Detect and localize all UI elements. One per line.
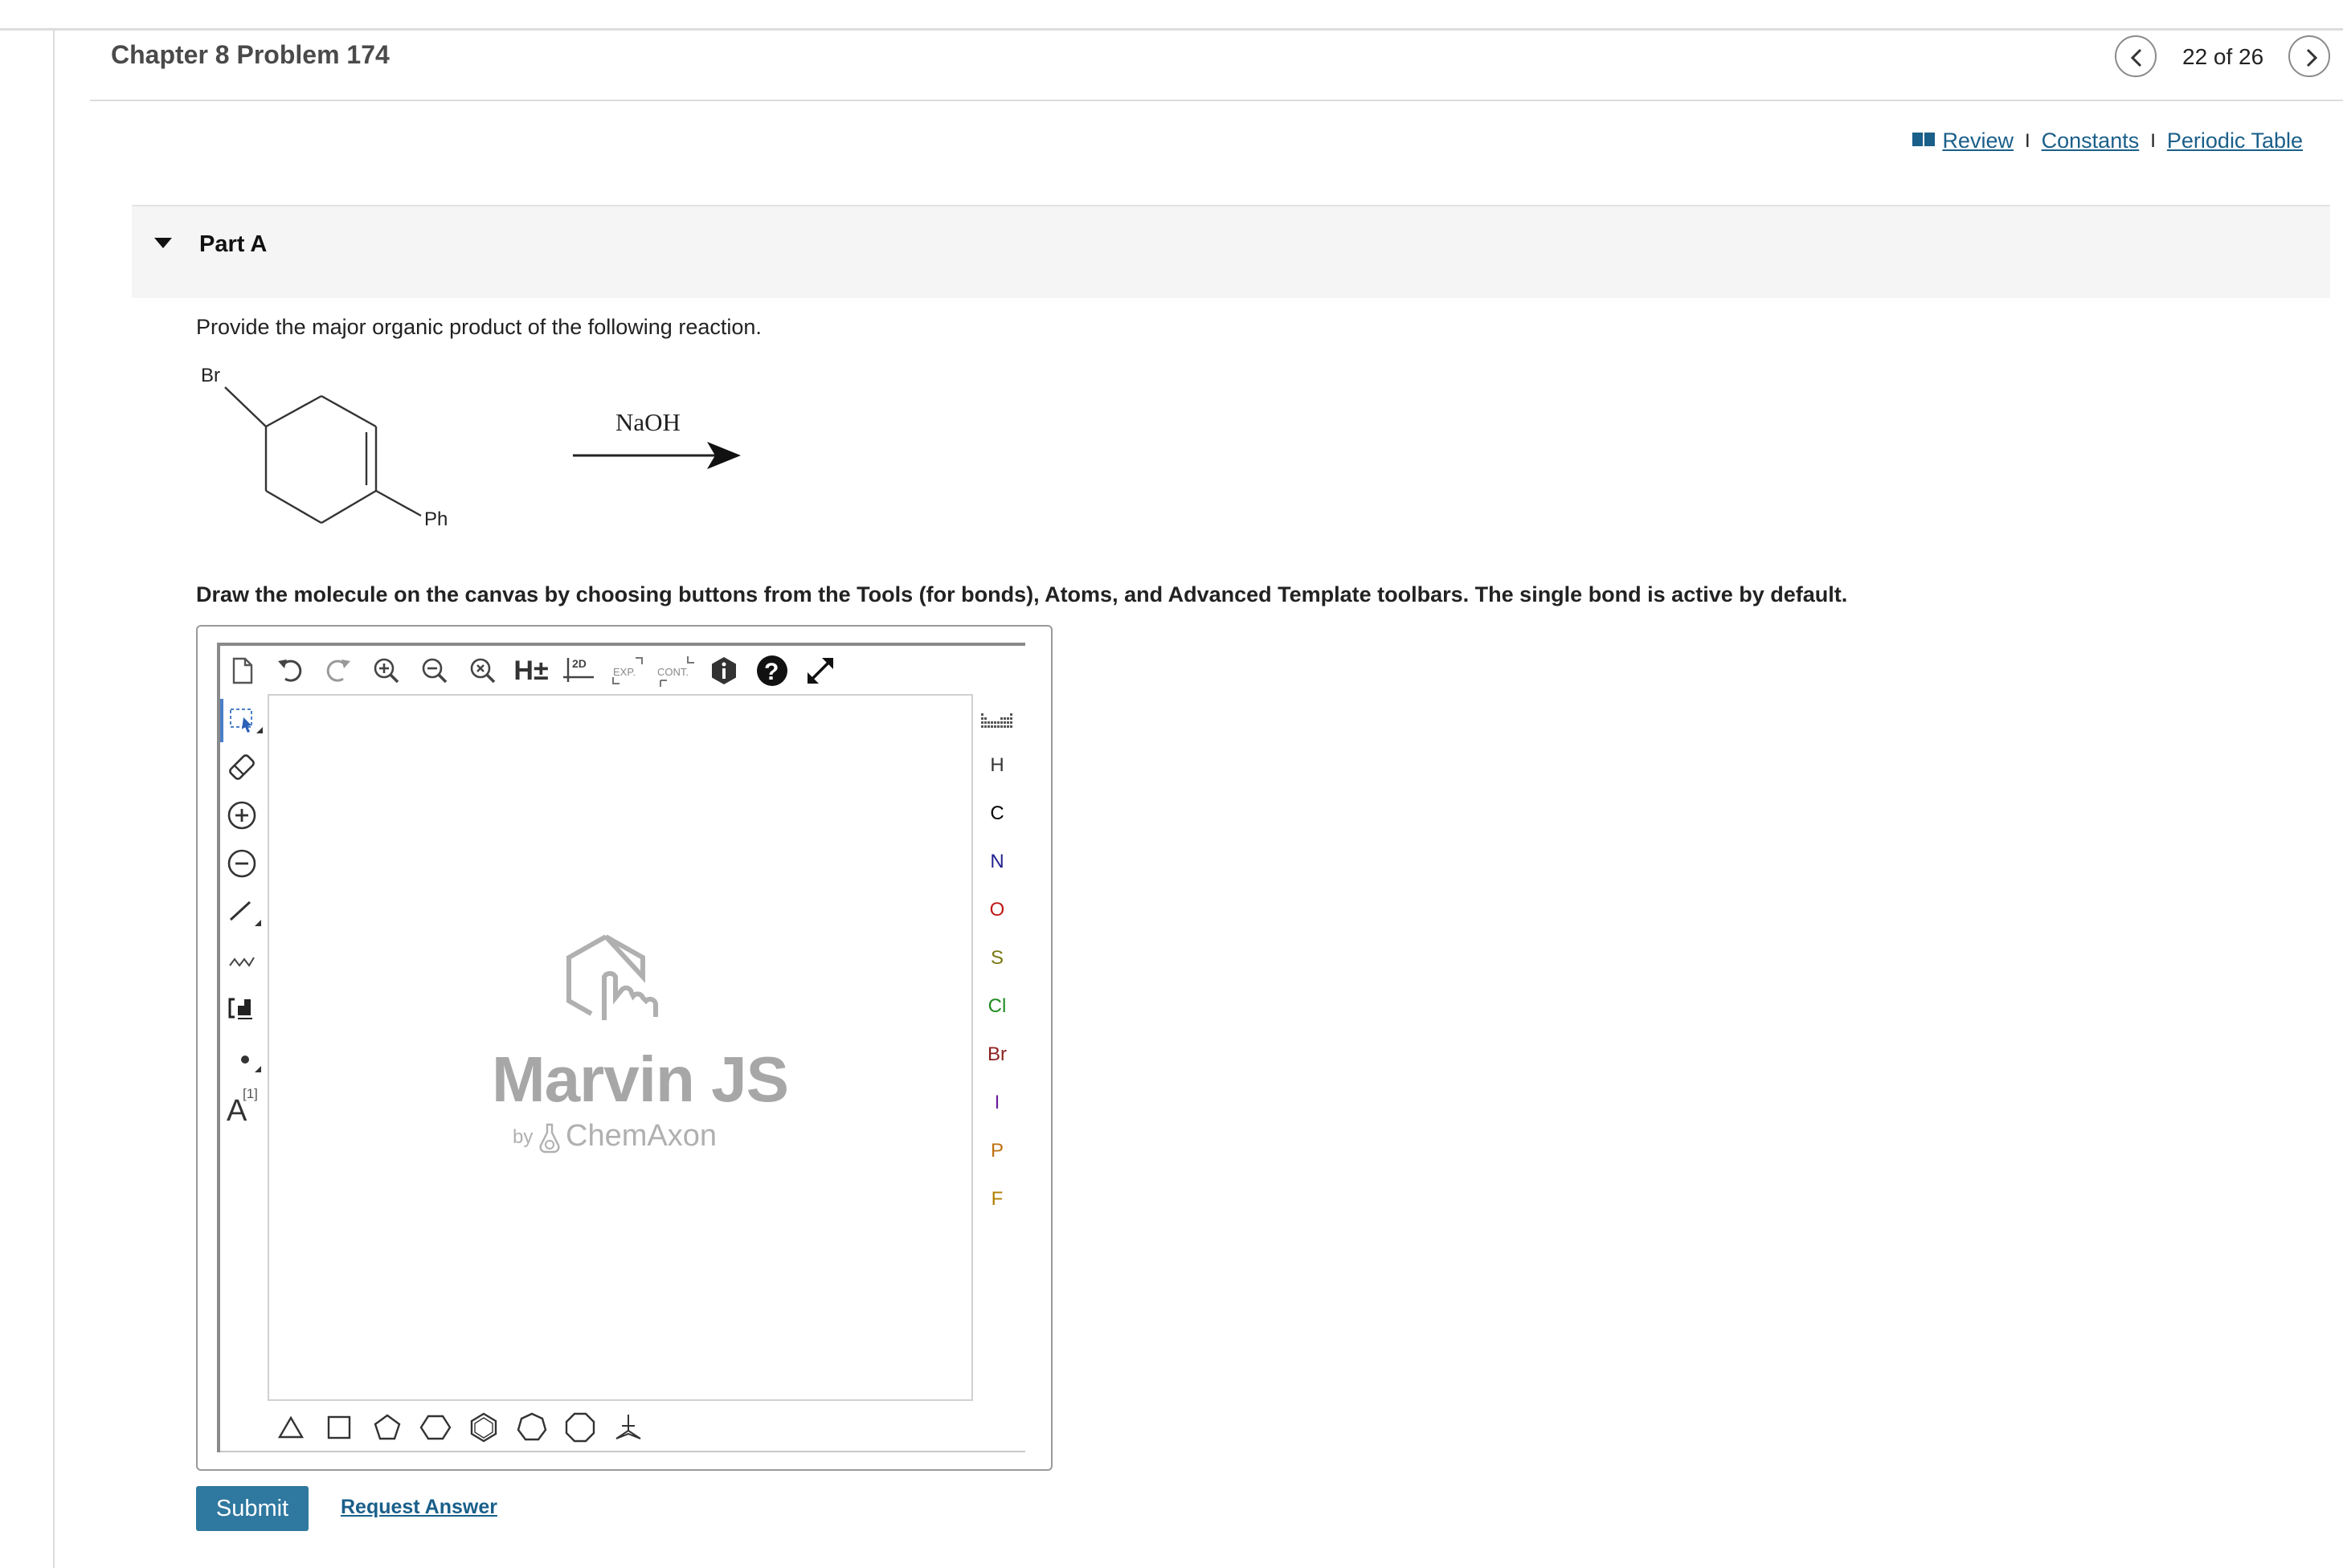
atom-c-button[interactable] (977, 794, 1017, 834)
info-icon[interactable] (704, 651, 744, 691)
text-tool-superscript: [1] (243, 1086, 258, 1101)
atom-p-button[interactable] (977, 1131, 1017, 1171)
link-separator: I (2024, 129, 2030, 152)
left-rail (53, 28, 55, 1568)
positive-charge-icon[interactable] (220, 794, 264, 837)
bracket-tool[interactable] (220, 986, 264, 1030)
new-document-icon[interactable] (222, 651, 262, 691)
constants-link[interactable]: Constants (2041, 129, 2140, 153)
redo-icon[interactable] (318, 651, 358, 691)
atom-s-label: S (990, 947, 1004, 969)
octagon-template-icon[interactable] (560, 1407, 600, 1448)
atom-o-label: O (989, 899, 1005, 921)
clean-2d-button[interactable] (559, 651, 599, 691)
atom-f-label: F (991, 1188, 1004, 1210)
question-prompt: Provide the major organic product of the following reaction. (196, 315, 762, 339)
next-button[interactable] (2288, 35, 2330, 77)
marvin-watermark-title: Marvin JS (492, 1043, 788, 1115)
marvin-watermark-by: by (513, 1126, 534, 1148)
resource-links (1912, 129, 2303, 153)
editor-top-edge (217, 643, 1025, 646)
clean-2d-label: 2D (572, 657, 587, 670)
eraser-icon[interactable] (220, 745, 264, 789)
atom-n-button[interactable] (977, 842, 1017, 882)
atom-br-button[interactable] (977, 1035, 1017, 1075)
chain-tool[interactable] (220, 938, 264, 982)
submit-button[interactable]: Submit (196, 1486, 309, 1531)
zoom-out-icon[interactable] (415, 651, 455, 691)
atom-h-label: H (990, 754, 1004, 776)
chair-template-icon[interactable] (608, 1407, 648, 1448)
atom-s-button[interactable] (977, 938, 1017, 978)
flask-icon (537, 1121, 562, 1154)
atom-n-label: N (990, 851, 1004, 872)
br-label: Br (201, 365, 220, 386)
electron-dot-tool[interactable] (220, 1036, 264, 1080)
expand-button[interactable] (607, 651, 648, 691)
contract-label: CONT. (657, 666, 689, 678)
atom-cl-label: Cl (987, 995, 1007, 1017)
text-tool[interactable] (220, 1084, 264, 1128)
zoom-reset-icon[interactable] (463, 651, 503, 691)
link-separator: I (2150, 129, 2156, 152)
expand-label: EXP. (613, 666, 636, 678)
select-tool[interactable] (220, 699, 264, 742)
chevron-right-icon (2290, 37, 2332, 79)
part-a-header[interactable] (132, 205, 2330, 298)
atom-h-button[interactable] (977, 745, 1017, 786)
hydrogens-button[interactable]: H± (513, 655, 549, 686)
chevron-left-icon (2116, 37, 2158, 79)
atom-i-label: I (994, 1092, 1000, 1113)
periodic-table-icon[interactable] (977, 700, 1017, 741)
draw-instructions: Draw the molecule on the canvas by choosing buttons from the Tools (for bonds), Atoms, and Advanced Template toolbars. The single bond is active by default. (196, 582, 1848, 606)
reagent-label: NaOH (615, 408, 681, 436)
atom-cl-button[interactable] (977, 986, 1017, 1027)
atom-i-button[interactable] (977, 1083, 1017, 1123)
svg-text:?: ? (764, 659, 779, 685)
request-answer-link[interactable]: Request Answer (341, 1496, 497, 1518)
caret-down-icon[interactable] (154, 238, 172, 248)
square-template-icon[interactable] (319, 1407, 359, 1448)
atom-f-button[interactable] (977, 1179, 1017, 1219)
book-icon (1912, 129, 1936, 153)
text-tool-label: A (227, 1094, 247, 1128)
periodic-table-link[interactable]: Periodic Table (2166, 129, 2303, 153)
part-label: Part A (199, 231, 268, 257)
help-icon[interactable] (752, 651, 792, 691)
undo-icon[interactable] (270, 651, 310, 691)
atom-c-label: C (990, 802, 1004, 824)
pentagon-template-icon[interactable] (367, 1407, 407, 1448)
single-bond-tool[interactable] (220, 890, 264, 933)
problem-counter: 22 of 26 (2182, 44, 2264, 69)
header-divider (90, 100, 2343, 101)
top-border (0, 28, 2343, 31)
atom-o-button[interactable] (977, 890, 1017, 930)
heptagon-template-icon[interactable] (512, 1407, 552, 1448)
hexagon-template-icon[interactable] (415, 1407, 456, 1448)
review-link[interactable]: Review (1942, 129, 2014, 153)
negative-charge-icon[interactable] (220, 842, 264, 885)
benzene-template-icon[interactable] (464, 1407, 504, 1448)
page-title: Chapter 8 Problem 174 (111, 40, 390, 69)
triangle-template-icon[interactable] (271, 1407, 311, 1448)
atom-br-label: Br (987, 1043, 1007, 1065)
previous-button[interactable] (2115, 35, 2157, 77)
ph-label: Ph (424, 508, 448, 530)
zoom-in-icon[interactable] (366, 651, 407, 691)
atom-p-label: P (990, 1140, 1004, 1162)
reaction-scheme (196, 363, 807, 548)
marvin-watermark-brand: ChemAxon (566, 1119, 717, 1153)
contract-button[interactable] (656, 651, 696, 691)
marvin-logo-icon (562, 930, 675, 1035)
fullscreen-icon[interactable] (800, 651, 840, 691)
